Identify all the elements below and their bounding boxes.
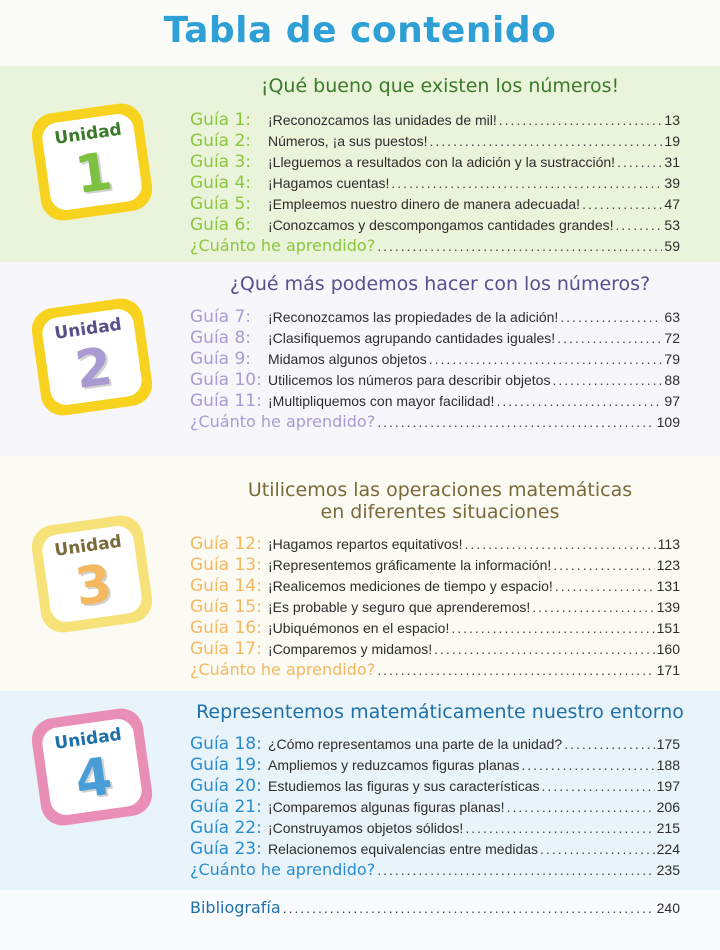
- page-number: 131: [656, 578, 680, 594]
- toc-entry[interactable]: [190, 391, 680, 412]
- dot-leader: [377, 862, 654, 878]
- toc-entry[interactable]: [190, 349, 680, 370]
- guide-label: Guía 14:: [190, 576, 262, 596]
- toc-entry[interactable]: [190, 534, 680, 555]
- dot-leader: [391, 175, 662, 191]
- guide-title: ¡Clasifiquemos agrupando cantidades iguales!: [268, 330, 556, 346]
- guide-title: ¡Construyamos objetos sólidos!: [268, 820, 464, 836]
- dot-leader: [582, 196, 662, 212]
- page-number: 197: [656, 778, 680, 794]
- guide-label: Guía 7:: [190, 307, 252, 327]
- dot-leader: [521, 757, 654, 773]
- unit-2-badge: [29, 296, 155, 419]
- guide-title: Estudiemos las figuras y sus características: [268, 778, 540, 794]
- toc-entry[interactable]: [190, 110, 680, 131]
- dot-leader: [616, 217, 663, 233]
- unit-1-guide-list: [190, 110, 680, 260]
- page-number: 139: [656, 599, 680, 615]
- unit-3-badge: [29, 513, 155, 636]
- toc-entry[interactable]: [190, 576, 680, 597]
- guide-title: ¡Es probable y seguro que aprenderemos!: [268, 599, 531, 615]
- page-number: 215: [656, 820, 680, 836]
- page-number: 19: [664, 133, 680, 149]
- guide-label: Guía 6:: [190, 215, 252, 235]
- page-number: 113: [657, 536, 680, 552]
- dot-leader: [540, 841, 655, 857]
- unit-4-badge: [29, 706, 155, 829]
- review-entry[interactable]: [190, 236, 680, 260]
- guide-label: Guía 15:: [190, 597, 262, 617]
- page-number: 151: [656, 620, 680, 636]
- toc-entry[interactable]: [190, 152, 680, 173]
- unit-3-badge-label: Unidad: [53, 531, 123, 561]
- page-number: 88: [664, 372, 680, 388]
- page-number: 79: [664, 351, 680, 367]
- guide-label: Guía 12:: [190, 534, 262, 554]
- toc-entry[interactable]: [190, 839, 680, 860]
- dot-leader: [542, 778, 655, 794]
- guide-title: Midamos algunos objetos: [268, 351, 427, 367]
- page-number: 206: [656, 799, 680, 815]
- dot-leader: [552, 372, 662, 388]
- guide-label: Guía 2:: [190, 131, 252, 151]
- page-number: 31: [664, 154, 680, 170]
- unit-3-title: Utilicemos las operaciones matemáticas: [247, 479, 633, 501]
- review-label: ¿Cuánto he aprendido?: [190, 860, 376, 879]
- toc-entry[interactable]: [190, 370, 680, 391]
- unit-1-badge: [29, 101, 155, 224]
- bibliography-label: Bibliografía: [190, 898, 281, 917]
- dot-leader: [465, 536, 656, 552]
- unit-4-badge-label: Unidad: [53, 724, 123, 754]
- page-number: 109: [656, 414, 680, 430]
- page-number: 47: [664, 196, 680, 212]
- dot-leader: [429, 351, 663, 367]
- guide-label: Guía 5:: [190, 194, 252, 214]
- guide-label: Guía 22:: [190, 818, 262, 838]
- toc-entry[interactable]: [190, 307, 680, 328]
- guide-label: Guía 20:: [190, 776, 262, 796]
- guide-title: ¡Reconozcamos las unidades de mil!: [268, 112, 497, 128]
- review-label: ¿Cuánto he aprendido?: [190, 236, 376, 255]
- guide-title: Relacionemos equivalencias entre medidas: [268, 841, 539, 857]
- guide-label: Guía 9:: [190, 349, 252, 369]
- page-number: 171: [656, 662, 680, 678]
- guide-title: ¡Comparemos algunas figuras planas!: [268, 799, 505, 815]
- guide-title: ¡Hagamos repartos equitativos!: [268, 536, 463, 552]
- toc-entry[interactable]: [190, 194, 680, 215]
- review-entry[interactable]: [190, 660, 680, 684]
- guide-label: Guía 17:: [190, 639, 262, 659]
- guide-title: ¡Conozcamos y descompongamos cantidades grandes!: [268, 217, 614, 233]
- toc-entry[interactable]: [190, 555, 680, 576]
- page-number: 123: [656, 557, 680, 573]
- toc-entry[interactable]: [190, 776, 680, 797]
- unit-1-badge-number: 1: [71, 141, 116, 207]
- bibliography-entry[interactable]: [190, 898, 680, 922]
- toc-entry[interactable]: [190, 328, 680, 349]
- dot-leader: [434, 641, 654, 657]
- guide-title: ¡Ubiquémonos en el espacio!: [268, 620, 450, 636]
- page-number: 72: [664, 330, 680, 346]
- page-number: 63: [664, 309, 680, 325]
- unit-2-badge-number: 2: [71, 336, 116, 402]
- page-number: 188: [656, 757, 680, 773]
- unit-4-title: Representemos matemáticamente nuestro entorno: [196, 701, 684, 723]
- guide-label: Guía 10:: [190, 370, 262, 390]
- guide-label: Guía 8:: [190, 328, 252, 348]
- guide-title: ¡Multipliquemos con mayor facilidad!: [268, 393, 495, 409]
- unit-2-guide-list: [190, 307, 680, 436]
- guide-label: Guía 11:: [190, 391, 262, 411]
- page-number: 13: [664, 112, 680, 128]
- guide-title: ¡Realicemos mediciones de tiempo y espacio!: [268, 578, 553, 594]
- guide-title: ¡Lleguemos a resultados con la adición y la sustracción!: [268, 154, 616, 170]
- guide-title: Utilicemos los números para describir objetos: [268, 372, 551, 388]
- review-label: ¿Cuánto he aprendido?: [190, 660, 376, 679]
- toc-entry[interactable]: [190, 797, 680, 818]
- toc-entry[interactable]: [190, 818, 680, 839]
- page-number: 97: [664, 393, 680, 409]
- unit-2-badge-label: Unidad: [53, 314, 123, 344]
- toc-entry[interactable]: [190, 173, 680, 194]
- dot-leader: [617, 154, 662, 170]
- page-number: 160: [656, 641, 680, 657]
- dot-leader: [499, 112, 663, 128]
- dot-leader: [555, 578, 655, 594]
- page-number: 175: [656, 736, 680, 752]
- guide-label: Guía 18:: [190, 734, 262, 754]
- review-entry[interactable]: [190, 860, 680, 884]
- toc-entry[interactable]: [190, 755, 680, 776]
- guide-title: ¿Cómo representamos una parte de la unidad?: [268, 736, 563, 752]
- unit-3-title-line-2: en diferentes situaciones: [320, 501, 560, 523]
- unit-3-badge-number: 3: [71, 553, 116, 619]
- toc-entry[interactable]: [190, 597, 680, 618]
- dot-leader: [377, 238, 662, 254]
- dot-leader: [557, 330, 662, 346]
- guide-label: Guía 4:: [190, 173, 252, 193]
- dot-leader: [564, 736, 654, 752]
- toc-entry[interactable]: [190, 215, 680, 236]
- dot-leader: [560, 309, 662, 325]
- page-number: 39: [664, 175, 680, 191]
- unit-4-guide-list: [190, 734, 680, 884]
- unit-2-title: ¿Qué más podemos hacer con los números?: [229, 273, 651, 295]
- unit-3-guide-list: [190, 534, 680, 684]
- review-entry[interactable]: [190, 412, 680, 436]
- toc-entry[interactable]: [190, 639, 680, 660]
- review-label: ¿Cuánto he aprendido?: [190, 412, 376, 431]
- dot-leader: [377, 414, 654, 430]
- bibliography-entry-wrap: [190, 898, 680, 922]
- toc-entry[interactable]: [190, 734, 680, 755]
- dot-leader: [430, 133, 663, 149]
- unit-4-badge-number: 4: [71, 746, 116, 812]
- guide-label: Guía 23:: [190, 839, 262, 859]
- page-number: 240: [656, 900, 680, 916]
- page-number: 53: [664, 217, 680, 233]
- dot-leader: [377, 662, 654, 678]
- guide-title: ¡Empleemos nuestro dinero de manera adecuada!: [268, 196, 581, 212]
- page-number: 235: [656, 862, 680, 878]
- guide-label: Guía 13:: [190, 555, 262, 575]
- guide-title: ¡Representemos gráficamente la información!: [268, 557, 552, 573]
- dot-leader: [553, 557, 654, 573]
- toc-entry[interactable]: [190, 618, 680, 639]
- guide-label: Guía 16:: [190, 618, 262, 638]
- dot-leader: [496, 393, 662, 409]
- guide-label: Guía 1:: [190, 110, 252, 130]
- page-title: Tabla de contenido: [163, 10, 557, 51]
- guide-title: ¡Comparemos y midamos!: [268, 641, 433, 657]
- dot-leader: [507, 799, 655, 815]
- dot-leader: [465, 820, 654, 836]
- dot-leader: [532, 599, 654, 615]
- page-number: 224: [656, 841, 680, 857]
- guide-label: Guía 21:: [190, 797, 262, 817]
- guide-label: Guía 3:: [190, 152, 252, 172]
- guide-title: Números, ¡a sus puestos!: [268, 133, 428, 149]
- dot-leader: [283, 900, 655, 916]
- unit-1-badge-label: Unidad: [53, 119, 123, 149]
- dot-leader: [451, 620, 654, 636]
- guide-title: Ampliemos y reduzcamos figuras planas: [268, 757, 520, 773]
- toc-entry[interactable]: [190, 131, 680, 152]
- page-number: 59: [664, 238, 680, 254]
- guide-title: ¡Hagamos cuentas!: [268, 175, 390, 191]
- unit-1-title: ¡Qué bueno que existen los números!: [260, 75, 620, 97]
- guide-title: ¡Reconozcamos las propiedades de la adición!: [268, 309, 559, 325]
- guide-label: Guía 19:: [190, 755, 262, 775]
